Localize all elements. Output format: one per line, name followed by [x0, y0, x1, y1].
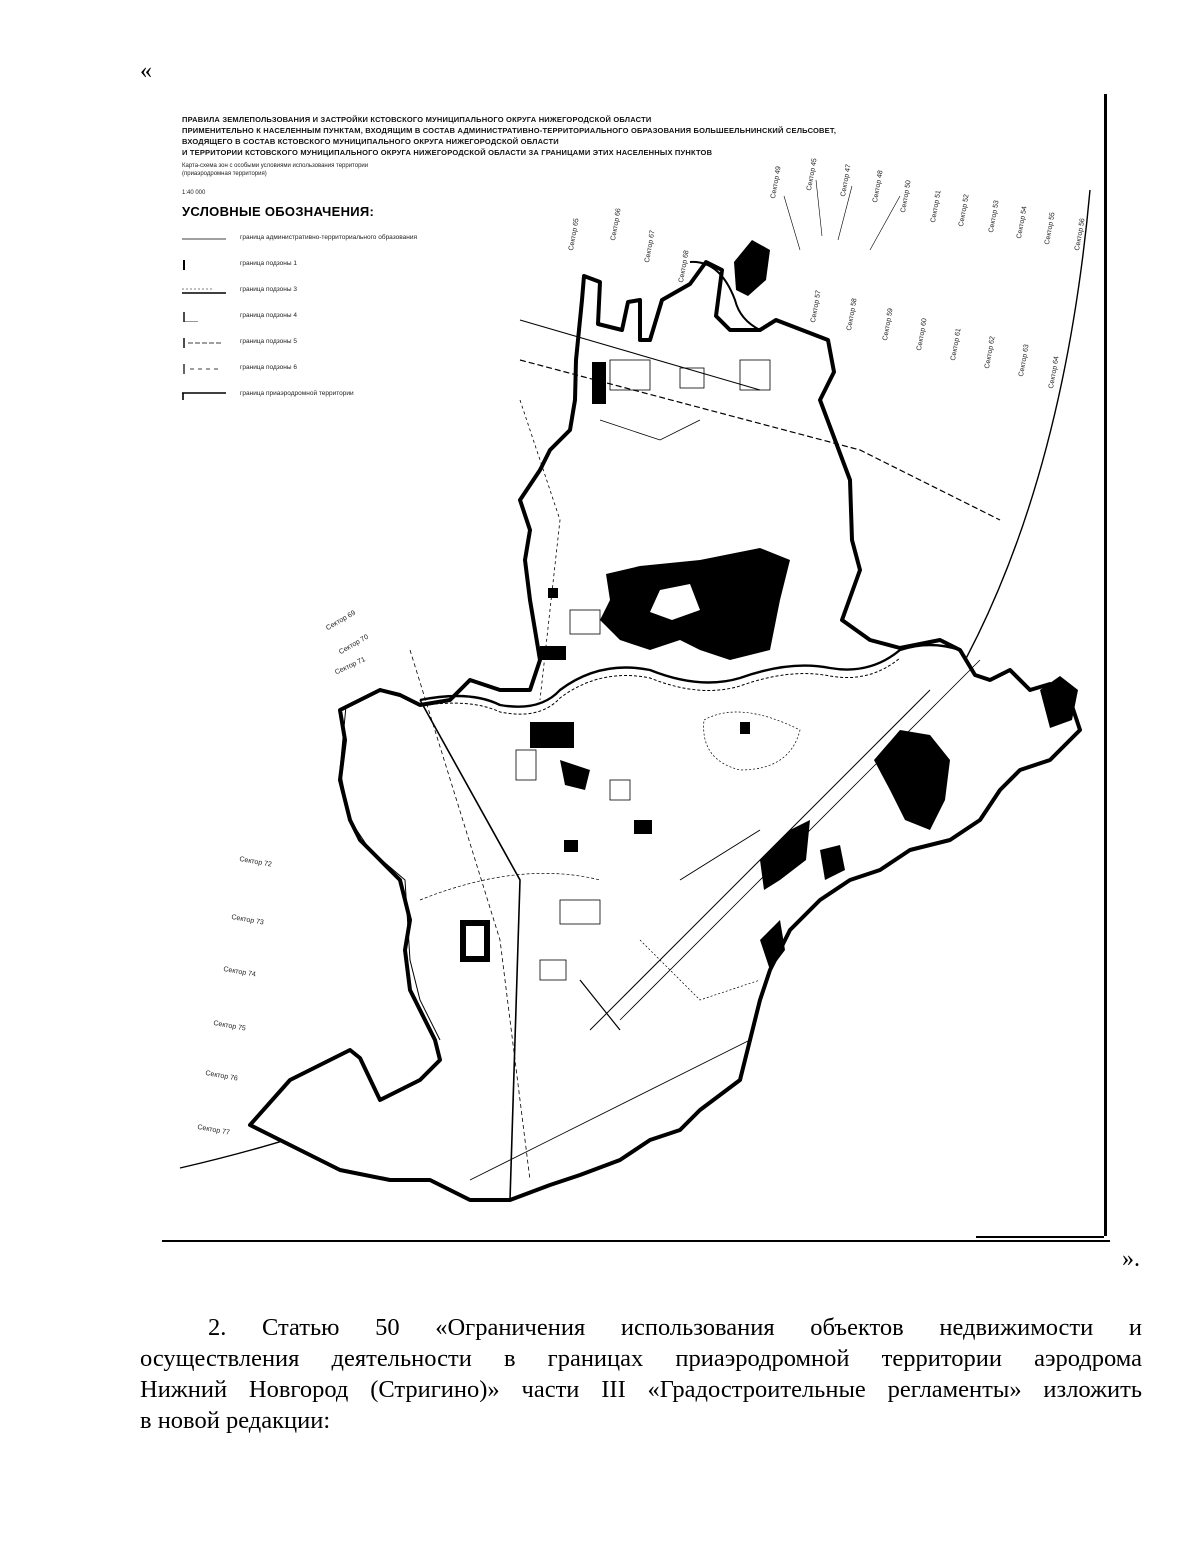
dark-area-9 — [530, 722, 574, 748]
opening-quote: « — [140, 58, 152, 84]
sector-label: Сектор 56 — [1074, 217, 1087, 252]
sector-label: Сектор 73 — [230, 914, 265, 927]
sector-label: Сектор 50 — [900, 179, 913, 214]
sector-label: Сектор 66 — [610, 207, 623, 242]
legend-label: граница административно-территориального образования — [240, 234, 417, 241]
legend-label: граница подзоны 3 — [240, 286, 297, 293]
paragraph-line — [140, 1312, 1142, 1343]
legend-label: граница приаэродромной территории — [240, 390, 354, 397]
legend-symbol-subzone-6 — [182, 364, 226, 374]
sector-label: Сектор 49 — [770, 165, 783, 200]
sector-label: Сектор 53 — [988, 199, 1001, 234]
legend-row — [182, 382, 482, 408]
sector-label: Сектор 68 — [678, 249, 691, 284]
sector-label: Сектор 63 — [1018, 343, 1031, 378]
sector-label: Сектор 48 — [872, 169, 885, 204]
sector-label: Сектор 77 — [196, 1124, 231, 1137]
sector-label: Сектор 51 — [930, 189, 943, 224]
sector-label: Сектор 57 — [810, 289, 823, 324]
sector-label: Сектор 71 — [334, 656, 367, 677]
sector-label: Сектор 58 — [846, 297, 859, 332]
map-legend — [182, 226, 482, 408]
sector-label: Сектор 60 — [916, 317, 929, 352]
sector-label: Сектор 54 — [1016, 205, 1029, 240]
legend-symbol-subzone-3 — [182, 286, 226, 296]
legend-label: граница подзоны 5 — [240, 338, 297, 345]
legend-row — [182, 252, 482, 278]
map-header — [182, 114, 1062, 158]
legend-symbol-subzone-1 — [182, 260, 226, 270]
sector-label: Сектор 45 — [806, 157, 819, 192]
sector-label: Сектор 75 — [212, 1020, 247, 1033]
sector-label: Сектор 52 — [958, 193, 971, 228]
legend-label: граница подзоны 1 — [240, 260, 297, 267]
map-subtitle — [182, 162, 368, 178]
legend-symbol-aerodrome-boundary — [182, 390, 226, 400]
paragraph-line-text: 2. Статью 50 «Ограничения использования объектов недвижимости и — [208, 1314, 1142, 1341]
legend-symbol-admin-boundary — [182, 234, 226, 244]
legend-label: граница подзоны 4 — [240, 312, 297, 319]
sector-label: Сектор 47 — [840, 163, 853, 198]
dark-area-4 — [734, 240, 770, 296]
map-subtitle-line: (приаэродромная территория) — [182, 171, 267, 177]
sector-label: Сектор 61 — [950, 327, 963, 362]
paragraph-line: осуществления деятельности в границах приаэродромной территории аэродрома — [140, 1345, 1142, 1372]
paragraph-line: в новой редакции: — [140, 1407, 331, 1434]
map-header-line: ПРАВИЛА ЗЕМЛЕПОЛЬЗОВАНИЯ И ЗАСТРОЙКИ КСТОВСКОГО МУНИЦИПАЛЬНОГО ОКРУГА НИЖЕГОРОДСКОЙ ОБЛАСТИ — [182, 115, 652, 124]
closing-quote: ». — [1122, 1246, 1140, 1272]
legend-row — [182, 278, 482, 304]
sector-label: Сектор 69 — [325, 609, 357, 633]
paragraph-line: Нижний Новгород (Стригино)» части III «Градостроительные регламенты» изложить — [140, 1376, 1142, 1403]
body-paragraph — [140, 1312, 1142, 1436]
legend-row — [182, 304, 482, 330]
legend-symbol-subzone-5 — [182, 338, 226, 348]
legend-symbol-subzone-4 — [182, 312, 226, 322]
sector-label: Сектор 67 — [644, 229, 657, 264]
map-scale: 1:40 000 — [182, 190, 206, 196]
sector-label: Сектор 65 — [568, 217, 581, 252]
sector-label: Сектор 72 — [238, 856, 273, 869]
sector-label: Сектор 76 — [204, 1070, 239, 1083]
legend-label: граница подзоны 6 — [240, 364, 297, 371]
sector-label: Сектор 64 — [1048, 355, 1061, 390]
map-header-line: И ТЕРРИТОРИИ КСТОВСКОГО МУНИЦИПАЛЬНОГО ОКРУГА НИЖЕГОРОДСКОЙ ОБЛАСТИ ЗА ГРАНИЦАМИ ЭТИХ НАСЕЛЕННЫХ ПУНКТОВ — [182, 148, 713, 157]
legend-row — [182, 356, 482, 382]
map-header-line: ПРИМЕНИТЕЛЬНО К НАСЕЛЕННЫМ ПУНКТАМ, ВХОДЯЩИМ В СОСТАВ АДМИНИСТРАТИВНО-ТЕРРИТОРИАЛЬНОГО ОБРАЗОВАНИЯ БОЛЬШЕЕЛЬНИНСКИЙ СЕЛЬСОВЕТ, — [182, 126, 837, 135]
sector-label: Сектор 59 — [882, 307, 895, 342]
legend-row — [182, 226, 482, 252]
sector-label: Сектор 70 — [338, 633, 370, 657]
legend-title: УСЛОВНЫЕ ОБОЗНАЧЕНИЯ: — [182, 204, 375, 219]
sector-label: Сектор 74 — [222, 966, 257, 979]
map-subtitle-line: Карта-схема зон с особыми условиями использования территории — [182, 163, 369, 169]
map-header-line: ВХОДЯЩЕГО В СОСТАВ КСТОВСКОГО МУНИЦИПАЛЬНОГО ОКРУГА НИЖЕГОРОДСКОЙ ОБЛАСТИ — [182, 137, 559, 146]
legend-row — [182, 330, 482, 356]
sector-label: Сектор 62 — [984, 335, 997, 370]
sector-label: Сектор 55 — [1044, 211, 1057, 246]
